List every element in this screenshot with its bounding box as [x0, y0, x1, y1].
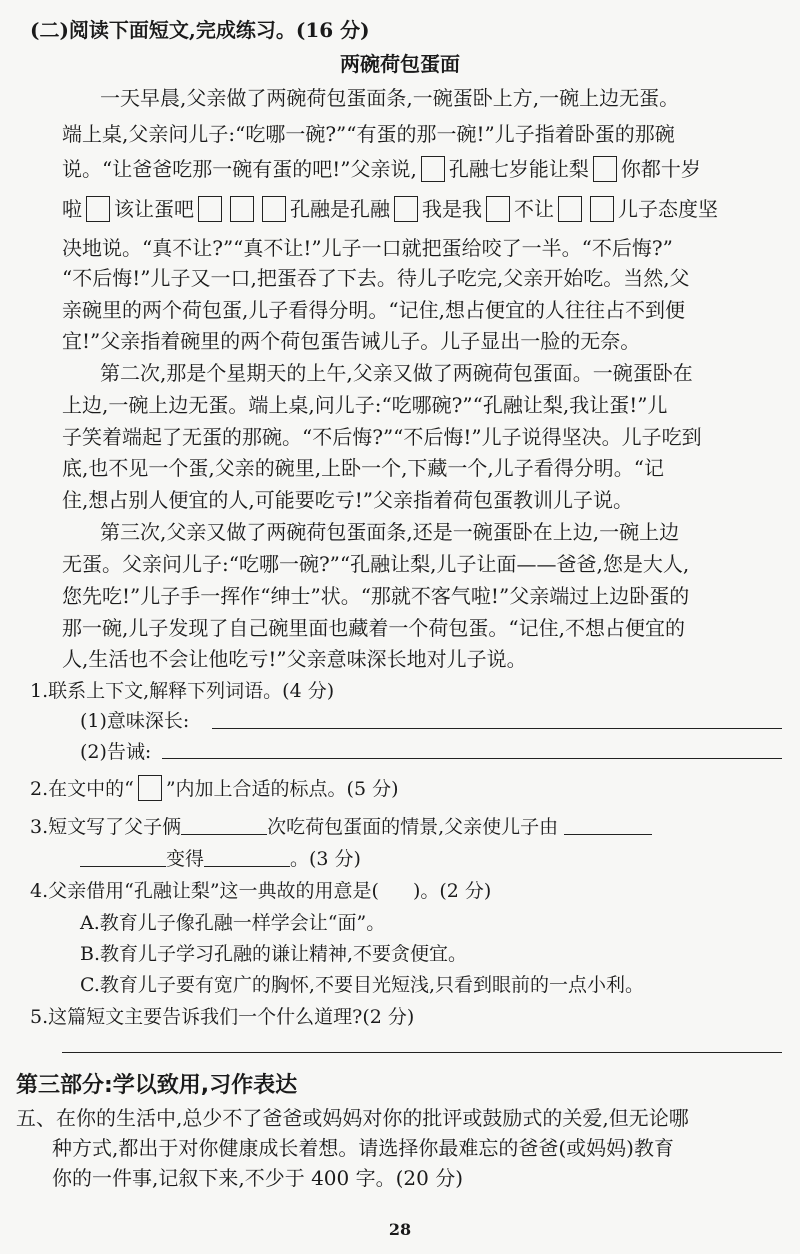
p1-line-8: 宜!”父亲指着碗里的两个荷包蛋告诫儿子。儿子显出一脸的无奈。	[62, 329, 641, 353]
answer-choice-slot[interactable]	[379, 881, 413, 899]
text-run: 儿子态度坚	[618, 197, 718, 221]
punctuation-box-sample	[138, 775, 162, 801]
passage-title: 两碗荷包蛋面	[340, 52, 460, 76]
answer-line-5[interactable]	[62, 1052, 782, 1053]
p3-line-2: 无蛋。父亲问儿子:“吃哪一碗?”“孔融让梨,儿子让面——爸爸,您是大人,	[62, 552, 690, 576]
text-run: 你都十岁	[620, 157, 701, 181]
text-run: 孔融是孔融	[290, 197, 390, 221]
p1-line-7: 亲碗里的两个荷包蛋,儿子看得分明。“记住,想占便宜的人往往占不到便	[62, 298, 685, 322]
p2-line-1: 第二次,那是个星期天的上午,父亲又做了两碗荷包蛋面。一碗蛋卧在	[100, 361, 693, 385]
answer-line-1b[interactable]	[162, 758, 782, 759]
answer-blank-count[interactable]	[181, 816, 267, 835]
p3-line-1: 第三次,父亲又做了两碗荷包蛋面条,还是一碗蛋卧在上边,一碗上边	[100, 520, 680, 544]
answer-blank-from[interactable]	[564, 816, 652, 835]
p2-line-2: 上边,一碗上边无蛋。端上桌,问儿子:“吃哪碗?”“孔融让梨,我让蛋!”儿	[62, 393, 668, 417]
text-run: 2.在文中的“	[30, 778, 134, 800]
text-run: 我是我	[422, 197, 482, 221]
p1-line-5: 决地说。“真不让?”“真不让!”儿子一口就把蛋给咬了一半。“不后悔?”	[62, 236, 673, 260]
p2-line-5: 住,想占别人便宜的人,可能要吃亏!”父亲指着荷包蛋教训儿子说。	[62, 488, 633, 512]
p3-line-4: 那一碗,儿子发现了自己碗里面也藏着一个荷包蛋。“记住,不想占便宜的	[62, 616, 685, 640]
page-number: 28	[388, 1220, 412, 1239]
text-run: )。(2 分)	[412, 880, 492, 902]
text-run: 不让	[514, 197, 554, 221]
p2-line-3: 子笑着端起了无蛋的那碗。“不后悔?”“不后悔!”儿子说得坚决。儿子吃到	[62, 425, 702, 449]
text-run: 变得	[166, 848, 205, 870]
text-run: 啦	[62, 197, 82, 221]
punctuation-box[interactable]	[558, 196, 582, 222]
question-1b-label: (2)告诫:	[80, 741, 152, 763]
option-c[interactable]: C.教育儿子要有宽广的胸怀,不要目光短浅,只看到眼前的一点小利。	[80, 974, 644, 996]
p1-line-1: 一天早晨,父亲做了两碗荷包蛋面条,一碗蛋卧上方,一碗上边无蛋。	[100, 86, 680, 110]
p3-line-3: 您先吃!”儿子手一挥作“绅士”状。“那就不客气啦!”父亲端过上边卧蛋的	[62, 584, 690, 608]
text-run: ”内加上合适的标点。(5 分)	[165, 778, 399, 800]
option-b[interactable]: B.教育儿子学习孔融的谦让精神,不要贪便宜。	[80, 943, 468, 965]
text-run: 3.短文写了父子俩	[30, 816, 182, 838]
punctuation-box[interactable]	[198, 196, 222, 222]
p3-line-5: 人,生活也不会让他吃亏!”父亲意味深长地对儿子说。	[62, 647, 527, 671]
p1-line-6: “不后悔!”儿子又一口,把蛋吞了下去。待儿子吃完,父亲开始吃。当然,父	[62, 266, 690, 290]
option-a[interactable]: A.教育儿子像孔融一样学会让“面”。	[80, 912, 386, 934]
punctuation-box[interactable]	[86, 196, 110, 222]
question-5: 5.这篇短文主要告诉我们一个什么道理?(2 分)	[30, 1006, 415, 1028]
text-run: 孔融七岁能让梨	[448, 157, 589, 181]
p1-line-4	[62, 193, 718, 222]
punctuation-box[interactable]	[590, 196, 614, 222]
question-1: 1.联系上下文,解释下列词语。(4 分)	[30, 680, 335, 702]
text-run: 次吃荷包蛋面的情景,父亲使儿子由	[267, 816, 559, 838]
text-run: 4.父亲借用“孔融让梨”这一典故的用意是(	[30, 880, 379, 902]
text-run: 。(3 分)	[290, 848, 361, 870]
answer-blank-from-cont[interactable]	[80, 848, 166, 867]
punctuation-box[interactable]	[262, 196, 286, 222]
section-heading: (二)阅读下面短文,完成练习。(16 分)	[30, 18, 370, 42]
essay-prompt-line-1: 五、在你的生活中,总少不了爸爸或妈妈对你的批评或鼓励式的关爱,但无论哪	[16, 1106, 689, 1130]
punctuation-box[interactable]	[486, 196, 510, 222]
answer-blank-to[interactable]	[204, 848, 290, 867]
punctuation-box[interactable]	[394, 196, 418, 222]
p1-line-3	[62, 153, 701, 182]
punctuation-box[interactable]	[593, 156, 617, 182]
question-1a-label: (1)意味深长:	[80, 710, 190, 732]
p1-line-2: 端上桌,父亲问儿子:“吃哪一碗?”“有蛋的那一碗!”儿子指着卧蛋的那碗	[62, 122, 675, 146]
part-three-heading: 第三部分:学以致用,习作表达	[16, 1073, 298, 1098]
p2-line-4: 底,也不见一个蛋,父亲的碗里,上卧一个,下藏一个,儿子看得分明。“记	[62, 456, 665, 480]
answer-line-1a[interactable]	[212, 728, 782, 729]
question-3	[30, 812, 652, 839]
text-run: 说。“让爸爸吃那一碗有蛋的吧!”父亲说,	[62, 157, 417, 181]
punctuation-box[interactable]	[230, 196, 254, 222]
text-run: 该让蛋吧	[114, 197, 194, 221]
question-2	[30, 774, 399, 801]
question-4	[30, 876, 491, 903]
punctuation-box[interactable]	[421, 156, 445, 182]
question-3-cont	[80, 844, 361, 871]
essay-prompt-line-3: 你的一件事,记叙下来,不少于 400 字。(20 分)	[52, 1166, 464, 1190]
essay-prompt-line-2: 种方式,都出于对你健康成长着想。请选择你最难忘的爸爸(或妈妈)教育	[52, 1136, 674, 1160]
